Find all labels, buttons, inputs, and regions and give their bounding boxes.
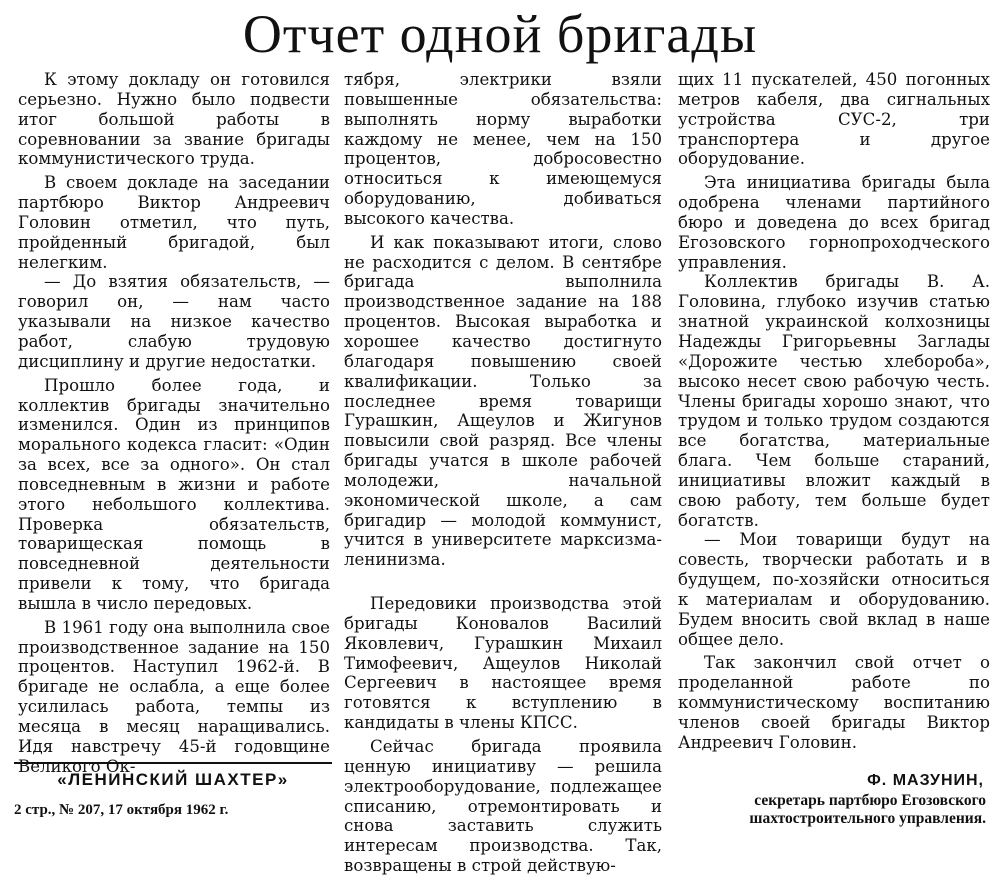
- paragraph: Коллектив бригады В. А. Головина, глубоко изучив статью знатной украинской колхозницы Надежды Григорьевны Заглады «Дорожите честью хлебороба», высоко несет свою рабочую честь. Члены бригады хорошо знают, что трудом и только трудом создаются все богатства, материальные блага. Чем больше стараний, инициативы вложит каждый в свою работу, тем больше будет богатств.: [678, 272, 990, 530]
- paragraph: щих 11 пускателей, 450 погонных метров кабеля, два сигнальных устройства СУС-2, три транспортера и другое оборудование.: [678, 70, 990, 169]
- article-column-2: [344, 70, 662, 876]
- paragraph: — До взятия обязательств, — говорил он, — нам часто указывали на низкое качество работ, слабую трудовую дисциплину и другие недостатки.: [18, 272, 330, 371]
- paragraph: Эта инициатива бригады была одобрена членами партийного бюро и доведена до всех бригад Егозовского горнопроходческого управления.: [678, 173, 990, 272]
- paragraph: — Мои товарищи будут на совесть, творчески работать и в будущем, по-хозяйски относиться к материалам и оборудованию. Будем вносить свой вклад в наше общее дело.: [678, 530, 990, 649]
- author-name: Ф. МАЗУНИН,: [867, 772, 984, 789]
- article-column-1: [18, 70, 330, 777]
- newspaper-name: «ЛЕНИНСКИЙ ШАХТЕР»: [57, 770, 289, 789]
- paragraph: Прошло более года, и коллектив бригады значительно изменился. Один из принципов морального кодекса гласит: «Один за всех, все за одного». Он стал повседневным в жизни и работе этого небольшого коллектива. Проверка обязательств, товарищеская помощь в повседневной деятельности привели к тому, что бригада вышла в число передовых.: [18, 375, 330, 613]
- article-title: Отчет одной бригады: [242, 4, 758, 64]
- paragraph: К этому докладу он готовился серьезно. Нужно было подвести итог большой работы в соревновании за звание бригады коммунистического труда.: [18, 70, 330, 169]
- paragraph: В своем докладе на заседании партбюро Виктор Андреевич Головин отметил, что путь, пройденный бригадой, был нелегким.: [18, 173, 330, 272]
- author-position: секретарь партбюро Егозовского шахтостроительного управления.: [749, 792, 986, 827]
- paragraph: И как показывают итоги, слово не расходится с делом. В сентябре бригада выполнила производственное задание на 188 процентов. Высокая выработка и хорошее качество достигнуто благодаря повышению своей квалификации. Только за последнее время товарищи Гурашкин, Ащеулов и Жигунов повысили свой разряд. Все члены бригады учатся в школе рабочей молодежи, начальной экономической школе, а сам бригадир — молодой коммунист, учится в университете марксизма-ленинизма.: [344, 232, 662, 570]
- paragraph: В 1961 году она выполнила свое производственное задание на 150 процентов. Наступил 1962-й. В бригаде не ослабла, а еще более усилилась работа, темпы из месяца в месяц наращивались. Идя навстречу 45-й годовщине Великого Ок-: [18, 617, 330, 776]
- paragraph: Так закончил свой отчет о проделанной работе по коммунистическому воспитанию членов своей бригады Виктор Андреевич Головин.: [678, 653, 990, 752]
- issue-info: 2 стр., № 207, 17 октября 1962 г.: [14, 802, 229, 818]
- article-column-3: [678, 70, 990, 753]
- paragraph: тября, электрики взяли повышенные обязательства: выполнять норму выработки каждому не менее, чем на 150 процентов, добросовестно относиться к имеющемуся оборудованию, добиваться высокого качества.: [344, 70, 662, 228]
- paragraph: Передовики производства этой бригады Коновалов Василий Яковлевич, Гурашкин Михаил Тимофеевич, Ащеулов Николай Сергеевич в настоящее время готовятся к вступлению в кандидаты в члены КПСС.: [344, 594, 662, 733]
- paragraph: Сейчас бригада проявила ценную инициативу — решила электрооборудование, подлежащее списанию, отремонтировать и снова заставить служить интересам производства. Так, возвращены в строй действую-: [344, 737, 662, 876]
- source-divider: [14, 762, 332, 764]
